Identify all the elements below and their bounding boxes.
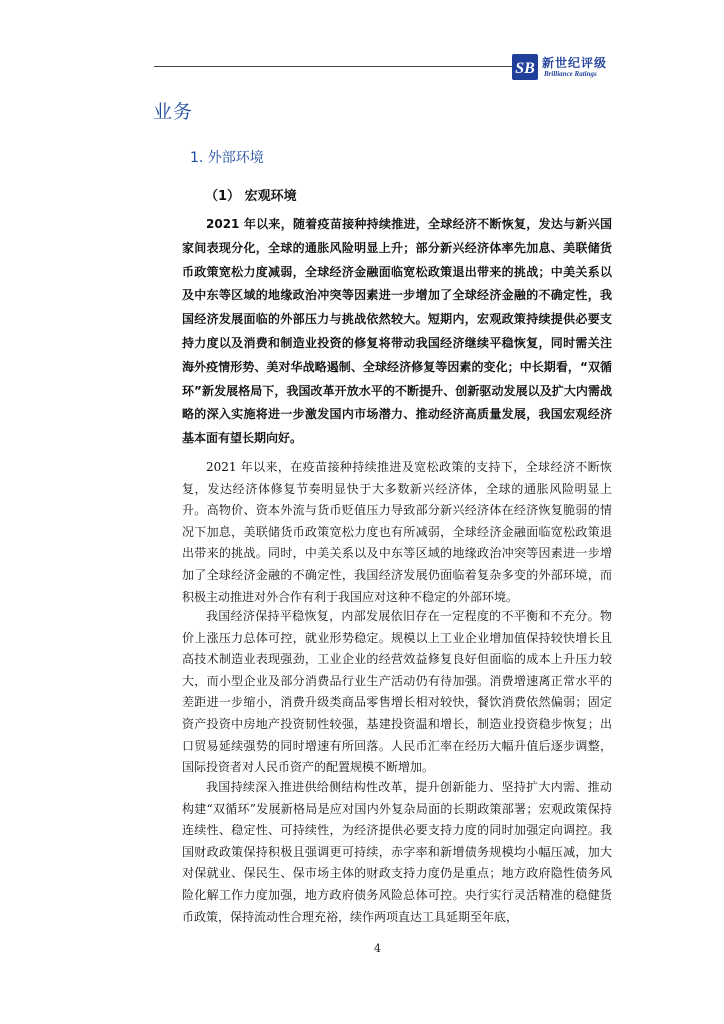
body-paragraph: 我国持续深入推进供给侧结构性改革，提升创新能力、坚持扩大内需、推动构建“双循环”发展新格局是应对国内外复杂局面的长期政策部署；宏观政策保持连续性、稳定性、可持续性，为经济提供必要支持力度的同时加强定向调控。我国财政政策保持积极且强调更可持续，赤字率和新增债务规模均小幅压减，加大对保就业、保民生、保市场主体的财政支持力度仍是重点；地方政府隐性债务风险化解工作力度加强，地方政府债务风险总体可控。央行实行灵活精准的稳健货币政策，保持流动性合理充裕，续作两项直达工具延期至年底， xyxy=(182,780,612,924)
body-paragraph: 2021 年以来，在疫苗接种持续推进及宽松政策的支持下，全球经济不断恢复，发达经济体修复节奏明显快于大多数新兴经济体，全球的通胀风险明显上升。高物价、资本外流与货币贬值压力导致部分新兴经济体在经济恢复脆弱的情况下加息，美联储货币政策宽松力度也有所减弱，全球经济金融面临宽松政策退出带来的挑战。同时，中美关系以及中东等区域的地缘政治冲突等因素进一步增加了全球经济金融的不确定性，我国经济发展仍面临着复杂多变的外部环境，而积极主动推进对外合作有利于我国应对这种不稳定的外部环境。 xyxy=(182,460,612,604)
subsubsection-title: （1） 宏观环境 xyxy=(205,189,297,204)
body-paragraph: 我国经济保持平稳恢复，内部发展依旧存在一定程度的不平衡和不充分。物价上涨压力总体可控，就业形势稳定。规模以上工业企业增加值保持较快增长且高技术制造业表现强劲，工业企业的经营效益修复良好但面临的成本上升压力较大，而小型企业及部分消费品行业生产活动仍有待加强。消费增速离正常水平的差距进一步缩小，消费升级类商品零售增长相对较快，餐饮消费依然偏弱；固定资产投资中房地产投资韧性较强，基建投资温和增长，制造业投资稳步恢复；出口贸易延续强势的同时增速有所回落。人民币汇率在经历大幅升值后逐步调整，国际投资者对人民币资产的配置规模不断增加。 xyxy=(182,609,612,775)
header-rule xyxy=(154,66,534,67)
summary-paragraph: 2021 年以来，随着疫苗接种持续推进，全球经济不断恢复，发达与新兴国家间表现分化，全球的通胀风险明显上升；部分新兴经济体率先加息、美联储货币政策宽松力度减弱，全球经济金融面临宽松政策退出带来的挑战；中美关系以及中东等区域的地缘政治冲突等因素进一步增加了全球经济金融的不确定性，我国经济发展面临的外部压力与挑战依然较大。短期内，宏观政策持续提供必要支持力度以及消费和制造业投资的修复将带动我国经济继续平稳恢复，同时需关注海外疫情形势、美对华战略遏制、全球经济修复等因素的变化；中长期看，“双循环”新发展格局下，我国改革开放水平的不断提升、创新驱动发展以及扩大内需战略的深入实施将进一步激发国内市场潜力、推动经济高质量发展，我国宏观经济基本面有望长期向好。 xyxy=(182,217,612,446)
page-number: 4 xyxy=(374,942,381,955)
brand-name-en: Brilliance Ratings xyxy=(544,70,597,78)
brand-logo xyxy=(512,54,612,80)
brand-logo-icon xyxy=(512,54,538,80)
brand-name-cn: 新世纪评级 xyxy=(542,56,608,70)
section-title: 业务 xyxy=(153,101,194,123)
subsection-title: 1. 外部环境 xyxy=(190,150,264,166)
svg-text:SB: SB xyxy=(515,60,535,77)
